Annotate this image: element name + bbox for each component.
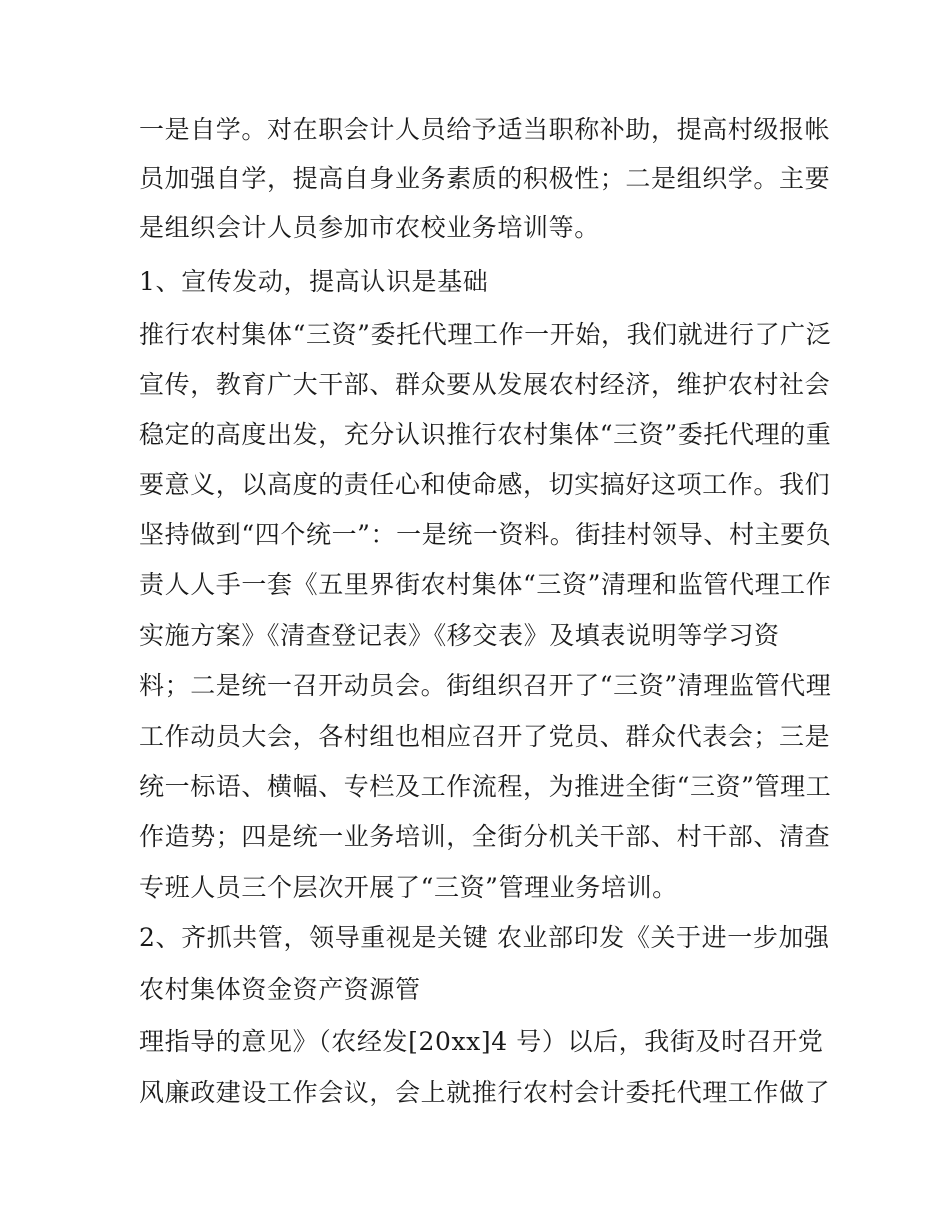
body-text-line: 坚持做到“四个统一”：一是统一资料。街挂村领导、村主要负 — [139, 520, 832, 549]
body-text-line: 是组织会计人员参加市农校业务培训等。 — [139, 213, 600, 242]
body-text-line: 要意义，以高度的责任心和使命感，切实搞好这项工作。我们 — [139, 470, 831, 499]
body-text-line: 推行农村集体“三资”委托代理工作一开始，我们就进行了广泛 — [139, 320, 832, 349]
body-text-line: 工作动员大会，各村组也相应召开了党员、群众代表会；三是 — [139, 722, 831, 751]
body-text-line: 一是自学。对在职会计人员给予适当职称补助，提高村级报帐 — [139, 115, 831, 144]
body-text-line: 料；二是统一召开动员会。街组织召开了“三资”清理监管代理 — [139, 671, 832, 700]
body-text-line: 作造势；四是统一业务培训，全街分机关干部、村干部、清查 — [139, 822, 831, 851]
body-text-line: 理指导的意见》（农经发[20xx]4 号）以后，我街及时召开党 — [139, 1027, 824, 1056]
body-text-line: 责人人手一套《五里界街农村集体“三资”清理和监管代理工作 — [139, 570, 832, 599]
body-text-line: 农村集体资金资产资源管 — [139, 975, 421, 1004]
body-text-line: 稳定的高度出发，充分认识推行农村集体“三资”委托代理的重 — [139, 420, 832, 449]
body-text-line: 员加强自学，提高自身业务素质的积极性；二是组织学。主要 — [139, 164, 831, 193]
body-text-line: 统一标语、横幅、专栏及工作流程，为推进全街“三资”管理工 — [139, 772, 832, 801]
body-text-line: 专班人员三个层次开展了“三资”管理业务培训。 — [139, 873, 678, 902]
body-text-line: 风廉政建设工作会议，会上就推行农村会计委托代理工作做了 — [139, 1078, 831, 1107]
body-text-line: 实施方案》《清查登记表》《移交表》及填表说明等学习资 — [139, 621, 780, 650]
section-heading-2: 2、齐抓共管，领导重视是关键 农业部印发《关于进一步加强 — [139, 923, 830, 952]
body-text-line: 宣传，教育广大干部、群众要从发展农村经济，维护农村社会 — [139, 370, 831, 399]
section-heading-1: 1、宣传发动，提高认识是基础 — [139, 267, 489, 296]
